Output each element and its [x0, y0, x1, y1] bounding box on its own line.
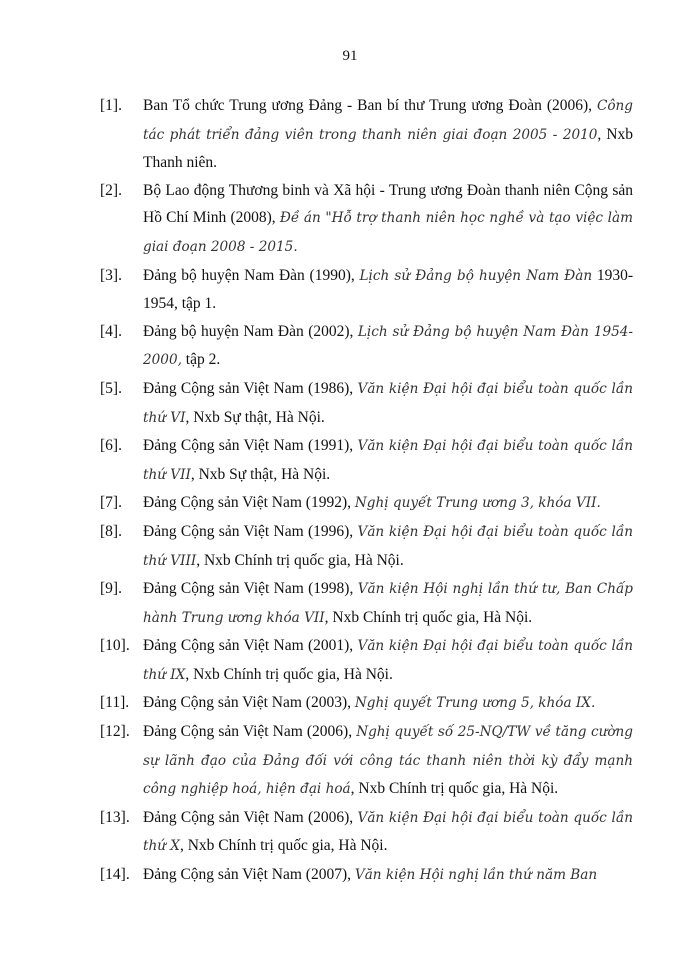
reference-item	[100, 92, 633, 177]
reference-number: [5].	[100, 379, 122, 397]
reference-author: Đảng Cộng sản Việt Nam (1986),	[143, 379, 358, 397]
reference-item	[100, 262, 633, 318]
reference-number: [10].	[100, 637, 130, 655]
reference-item	[100, 375, 633, 432]
reference-publisher: , Nxb Chính trị quốc gia, Hà Nội.	[196, 551, 404, 569]
reference-number: [3].	[100, 266, 122, 284]
reference-author: Đảng Cộng sản Việt Nam (2003),	[143, 694, 355, 712]
reference-publisher: , Nxb Sự thật, Hà Nội.	[185, 408, 325, 426]
reference-title: Văn kiện Hội nghị lần thứ năm Ban	[354, 867, 598, 884]
reference-title: Văn kiện Hội nghị lần thứ tư, Ban Chấp hành Trung ương khóa VII	[143, 581, 633, 626]
reference-number: [6].	[100, 437, 122, 455]
reference-title: Lịch sử Đảng bộ huyện Nam Đàn 1954-2000,	[143, 323, 633, 369]
reference-title: Văn kiện Đại hội đại biểu toàn quốc lần thứ VI	[143, 380, 633, 426]
reference-title: Văn kiện Đại hội đại biểu toàn quốc lần thứ X	[143, 809, 633, 855]
reference-publisher: , Nxb Chính trị quốc gia, Hà Nội.	[185, 665, 393, 683]
reference-item	[100, 632, 633, 689]
reference-title: Văn kiện Đại hội đại biểu toàn quốc lần thứ VIII	[143, 523, 633, 569]
reference-publisher: , Nxb Sự thật, Hà Nội.	[190, 465, 331, 483]
reference-author: Đảng Cộng sản Việt Nam (1998),	[143, 580, 358, 598]
reference-author: Ban Tổ chức Trung ương Đảng - Ban bí thư Trung ương Đoàn (2006),	[143, 97, 597, 114]
reference-item	[100, 689, 633, 718]
reference-number: [9].	[100, 580, 122, 598]
reference-number: [8].	[100, 522, 122, 540]
reference-author: Đảng Cộng sản Việt Nam (1991),	[143, 437, 358, 455]
reference-number: [4].	[100, 322, 122, 340]
reference-author: Đảng bộ huyện Nam Đàn (2002),	[143, 322, 358, 340]
reference-publisher: tập 2.	[181, 351, 221, 369]
reference-publisher: , Nxb Chính trị quốc gia, Hà Nội.	[350, 780, 559, 798]
reference-author: Đảng Cộng sản Việt Nam (1992),	[143, 494, 355, 512]
reference-item	[100, 718, 633, 804]
reference-publisher: , Nxb Chính trị quốc gia, Hà Nội.	[179, 837, 388, 855]
reference-title: Đề án "Hỗ trợ thanh niên học nghề và tạo việc làm giai đoạn 2008 - 2015.	[143, 210, 633, 255]
reference-title: Nghị quyết Trung ương 5, khóa IX.	[354, 695, 596, 712]
reference-author: Đảng Cộng sản Việt Nam (2006),	[143, 808, 358, 826]
reference-item	[100, 318, 633, 375]
reference-number: [7].	[100, 494, 122, 512]
reference-title: Văn kiện Đại hội đại biểu toàn quốc lần thứ IX	[143, 638, 633, 683]
reference-author: Đảng Cộng sản Việt Nam (2001),	[143, 637, 358, 655]
page-number: 91	[342, 48, 358, 64]
reference-publisher: , Nxb Chính trị quốc gia, Hà Nội.	[324, 608, 533, 626]
reference-title: Lịch sử Đảng bộ huyện Nam Đàn	[359, 267, 593, 284]
reference-number: [11].	[100, 694, 130, 712]
reference-publisher: 1930-1954, tập 1.	[143, 266, 633, 313]
reference-item	[100, 861, 633, 890]
reference-number: [1].	[100, 97, 122, 114]
reference-number: [14].	[100, 866, 130, 884]
reference-title: Văn kiện Đại hội đại biểu toàn quốc lần thứ VII	[143, 438, 633, 483]
reference-number: [2].	[100, 181, 122, 199]
reference-number: [12].	[100, 723, 130, 741]
reference-item	[100, 177, 633, 262]
reference-author: Đảng Cộng sản Việt Nam (2007),	[143, 866, 355, 884]
reference-title: Nghị quyết số 25-NQ/TW về tăng cường sự lãnh đạo của Đảng đối với công tác thanh niên thời kỳ đẩy mạnh công nghiệp hoá, hiện đại hoá	[143, 724, 633, 798]
reference-title: Nghị quyết Trung ương 3, khóa VII.	[354, 495, 601, 512]
reference-publisher: , Nxb Thanh niên.	[143, 125, 633, 172]
reference-author: Đảng Cộng sản Việt Nam (1996),	[143, 522, 358, 540]
reference-author: Đảng bộ huyện Nam Đàn (1990),	[143, 266, 360, 284]
reference-list	[100, 92, 633, 890]
reference-item	[100, 575, 633, 632]
reference-item	[100, 432, 633, 489]
reference-item	[100, 518, 633, 575]
reference-author: Đảng Cộng sản Việt Nam (2006),	[143, 723, 357, 741]
reference-number: [13].	[100, 808, 130, 826]
reference-item	[100, 804, 633, 861]
reference-author: Bộ Lao động Thương binh và Xã hội - Trung ương Đoàn thanh niên Cộng sản Hồ Chí Minh (2008),	[143, 181, 633, 227]
reference-title: Công tác phát triển đảng viên trong thanh niên giai đoạn 2005 - 2010	[143, 98, 633, 143]
reference-item	[100, 489, 633, 518]
